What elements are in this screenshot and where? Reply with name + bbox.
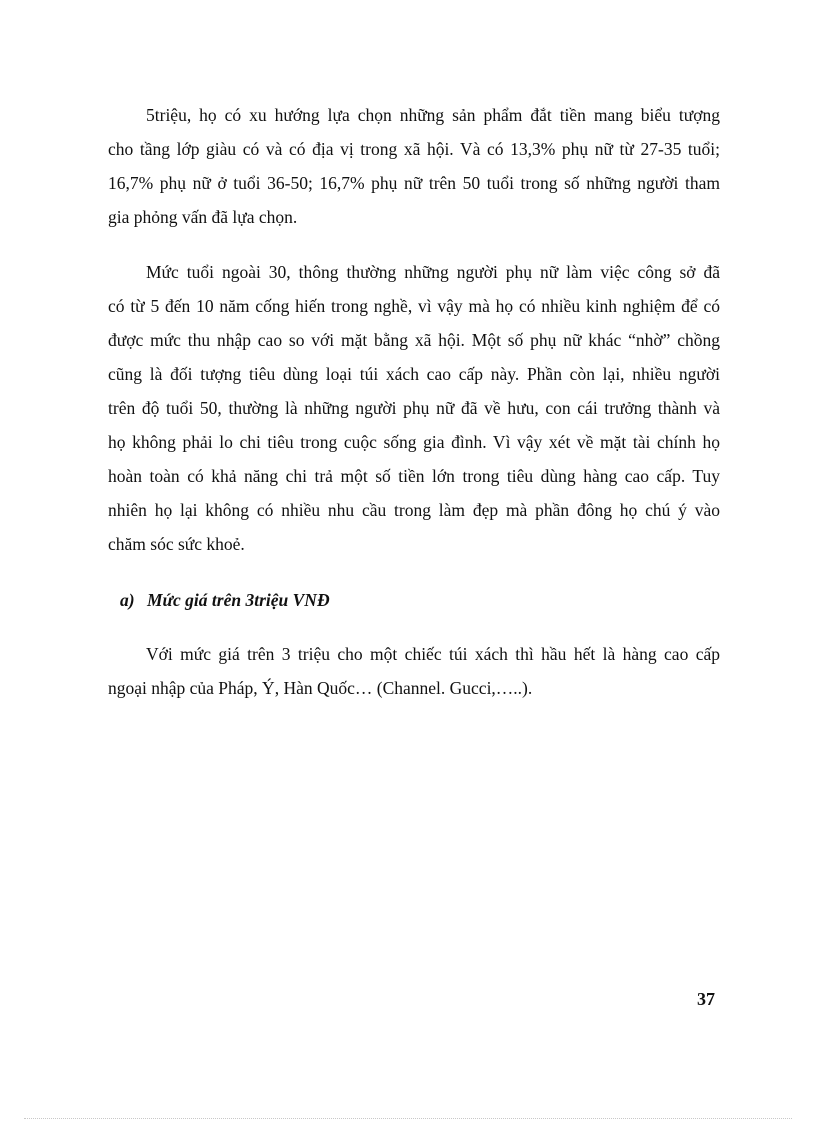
- paragraph-line: họ không phải lo chi tiêu trong cuộc sống gia đình. Vì vậy xét về mặt tài chính họ: [108, 432, 720, 452]
- paragraph-line: Mức tuổi ngoài 30, thông thường những người phụ nữ làm việc công sở đã: [146, 262, 720, 282]
- section-heading-marker: a): [120, 590, 135, 610]
- paragraph-line: 5triệu, họ có xu hướng lựa chọn những sản phẩm đắt tiền mang biểu tượng: [146, 105, 720, 125]
- paragraph-line: Với mức giá trên 3 triệu cho một chiếc túi xách thì hầu hết là hàng cao cấp: [146, 644, 720, 664]
- section-heading-text: Mức giá trên 3triệu VNĐ: [147, 590, 330, 610]
- paragraph-line: ngoại nhập của Pháp, Ý, Hàn Quốc… (Channel. Gucci,…..).: [108, 678, 533, 698]
- paragraph-line: cũng là đối tượng tiêu dùng loại túi xách cao cấp này. Phần còn lại, nhiều người: [108, 364, 720, 384]
- paragraph-line: có từ 5 đến 10 năm cống hiến trong nghề, vì vậy mà họ có nhiều kinh nghiệm để có: [108, 296, 720, 316]
- paragraph-line: chăm sóc sức khoẻ.: [108, 534, 245, 554]
- paragraph-age-groups: [108, 98, 720, 234]
- paragraph-price-over-3m: [108, 637, 720, 705]
- paragraph-line: hoàn toàn có khả năng chi trả một số tiền lớn trong tiêu dùng hàng cao cấp. Tuy: [108, 466, 720, 486]
- section-heading: [120, 590, 330, 611]
- paragraph-line: được mức thu nhập cao so với mặt bằng xã hội. Một số phụ nữ khác “nhờ” chồng: [108, 330, 720, 350]
- paragraph-line: trên độ tuổi 50, thường là những người phụ nữ đã về hưu, con cái trưởng thành và: [108, 398, 720, 418]
- paragraph-over-30: [108, 255, 720, 561]
- paragraph-line: gia phỏng vấn đã lựa chọn.: [108, 207, 298, 227]
- paragraph-line: nhiên họ lại không có nhiều nhu cầu trong làm đẹp mà phần đông họ chú ý vào: [108, 500, 720, 520]
- paragraph-line: cho tầng lớp giàu có và có địa vị trong xã hội. Và có 13,3% phụ nữ từ 27-35 tuổi;: [108, 139, 720, 159]
- page-number: 37: [697, 989, 715, 1009]
- paragraph-line: 16,7% phụ nữ ở tuổi 36-50; 16,7% phụ nữ trên 50 tuổi trong số những người tham: [108, 173, 720, 193]
- page-bottom-divider: [24, 1118, 792, 1119]
